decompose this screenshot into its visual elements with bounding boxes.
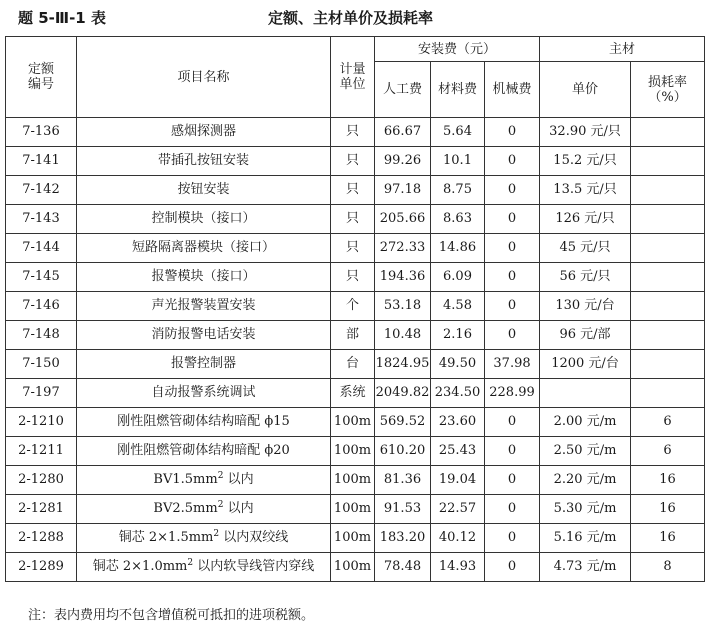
cell-price: 130 元/台 bbox=[540, 292, 631, 321]
cell-material: 234.50 bbox=[431, 379, 485, 408]
cell-code: 7-144 bbox=[6, 234, 77, 263]
cell-name bbox=[77, 437, 331, 466]
cell-material: 10.1 bbox=[431, 147, 485, 176]
cell-price: 56 元/只 bbox=[540, 263, 631, 292]
cell-code: 2-1210 bbox=[6, 408, 77, 437]
cell-unit: 只 bbox=[331, 147, 375, 176]
cell-unit: 100m bbox=[331, 437, 375, 466]
cell-price: 96 元/部 bbox=[540, 321, 631, 350]
cell-loss bbox=[631, 176, 705, 205]
cell-price: 2.20 元/m bbox=[540, 466, 631, 495]
unit-exponent: 2 bbox=[213, 529, 220, 539]
cell-labor: 99.26 bbox=[375, 147, 431, 176]
cell-unit: 只 bbox=[331, 234, 375, 263]
cell-loss bbox=[631, 350, 705, 379]
item-name: 铜芯 2×1.0mm bbox=[92, 559, 188, 574]
cell-unit: 100m bbox=[331, 466, 375, 495]
cell-labor: 205.66 bbox=[375, 205, 431, 234]
cell-price: 15.2 元/只 bbox=[540, 147, 631, 176]
cell-loss bbox=[631, 118, 705, 147]
table-row bbox=[6, 205, 705, 234]
cell-machine: 0 bbox=[485, 553, 540, 582]
cell-name bbox=[77, 321, 331, 350]
cell-loss: 16 bbox=[631, 524, 705, 553]
item-name: BV1.5mm bbox=[153, 472, 218, 487]
cell-machine: 37.98 bbox=[485, 350, 540, 379]
cell-material: 5.64 bbox=[431, 118, 485, 147]
cell-machine: 0 bbox=[485, 118, 540, 147]
cell-code: 2-1211 bbox=[6, 437, 77, 466]
item-name: 感烟探测器 bbox=[170, 124, 236, 139]
cell-name bbox=[77, 524, 331, 553]
cell-name bbox=[77, 495, 331, 524]
cell-labor: 78.48 bbox=[375, 553, 431, 582]
cell-labor: 1824.95 bbox=[375, 350, 431, 379]
cell-name bbox=[77, 147, 331, 176]
cell-name bbox=[77, 263, 331, 292]
item-name-suffix: 以内 bbox=[223, 501, 254, 516]
table-row bbox=[6, 350, 705, 379]
item-name: 报警模块（接口） bbox=[151, 269, 256, 284]
cell-price bbox=[540, 379, 631, 408]
cell-price: 1200 元/台 bbox=[540, 350, 631, 379]
table-caption bbox=[0, 2, 707, 32]
cell-material: 4.58 bbox=[431, 292, 485, 321]
table-row bbox=[6, 176, 705, 205]
cell-price: 2.50 元/m bbox=[540, 437, 631, 466]
cell-material: 2.16 bbox=[431, 321, 485, 350]
cell-labor: 10.48 bbox=[375, 321, 431, 350]
cell-price: 5.16 元/m bbox=[540, 524, 631, 553]
cell-material: 19.04 bbox=[431, 466, 485, 495]
table-number: 题 5-Ⅲ-1 表 bbox=[18, 9, 106, 27]
cell-price: 5.30 元/m bbox=[540, 495, 631, 524]
cell-labor: 81.36 bbox=[375, 466, 431, 495]
cell-code: 7-148 bbox=[6, 321, 77, 350]
cell-labor: 97.18 bbox=[375, 176, 431, 205]
cell-code: 7-141 bbox=[6, 147, 77, 176]
cell-code: 7-145 bbox=[6, 263, 77, 292]
cell-unit: 100m bbox=[331, 408, 375, 437]
cell-material: 8.63 bbox=[431, 205, 485, 234]
cell-labor: 91.53 bbox=[375, 495, 431, 524]
cell-labor: 53.18 bbox=[375, 292, 431, 321]
cell-machine: 228.99 bbox=[485, 379, 540, 408]
table-row bbox=[6, 234, 705, 263]
table-row bbox=[6, 321, 705, 350]
cell-code: 7-197 bbox=[6, 379, 77, 408]
cell-loss bbox=[631, 234, 705, 263]
table-header bbox=[6, 37, 705, 118]
cell-loss: 6 bbox=[631, 437, 705, 466]
cell-name bbox=[77, 408, 331, 437]
table-row bbox=[6, 379, 705, 408]
item-name: 短路隔离器模块（接口） bbox=[131, 240, 275, 255]
cell-name bbox=[77, 466, 331, 495]
cell-labor: 194.36 bbox=[375, 263, 431, 292]
cell-code: 7-150 bbox=[6, 350, 77, 379]
cell-loss: 8 bbox=[631, 553, 705, 582]
cell-machine: 0 bbox=[485, 263, 540, 292]
header-name: 项目名称 bbox=[77, 37, 331, 118]
item-name: 铜芯 2×1.5mm bbox=[118, 530, 214, 545]
cell-unit: 部 bbox=[331, 321, 375, 350]
cell-material: 6.09 bbox=[431, 263, 485, 292]
cell-code: 7-142 bbox=[6, 176, 77, 205]
cell-unit: 只 bbox=[331, 118, 375, 147]
cell-name bbox=[77, 205, 331, 234]
cell-code: 7-143 bbox=[6, 205, 77, 234]
cell-code: 7-146 bbox=[6, 292, 77, 321]
cell-machine: 0 bbox=[485, 437, 540, 466]
cell-machine: 0 bbox=[485, 176, 540, 205]
item-name: BV2.5mm bbox=[153, 501, 218, 516]
item-name: 消防报警电话安装 bbox=[151, 327, 256, 342]
cell-name bbox=[77, 234, 331, 263]
cell-loss bbox=[631, 321, 705, 350]
header-price: 单价 bbox=[540, 62, 631, 118]
cell-unit: 100m bbox=[331, 495, 375, 524]
item-name: 声光报警装置安装 bbox=[151, 298, 256, 313]
table-row bbox=[6, 553, 705, 582]
cell-loss: 6 bbox=[631, 408, 705, 437]
cell-material: 14.93 bbox=[431, 553, 485, 582]
item-name-suffix: 以内软导线管内穿线 bbox=[193, 559, 315, 574]
cell-machine: 0 bbox=[485, 466, 540, 495]
item-name: 刚性阻燃管砌体结构暗配 ϕ20 bbox=[117, 443, 290, 458]
table-title: 定额、主材单价及损耗率 bbox=[268, 9, 434, 27]
cell-name bbox=[77, 350, 331, 379]
cell-name bbox=[77, 118, 331, 147]
cell-labor: 183.20 bbox=[375, 524, 431, 553]
unit-exponent: 2 bbox=[187, 558, 194, 568]
cell-loss bbox=[631, 292, 705, 321]
cell-machine: 0 bbox=[485, 321, 540, 350]
cell-machine: 0 bbox=[485, 147, 540, 176]
table-note: 注：表内费用均不包含增值税可抵扣的进项税额。 bbox=[28, 608, 315, 623]
table-row bbox=[6, 495, 705, 524]
cell-material: 40.12 bbox=[431, 524, 485, 553]
cell-machine: 0 bbox=[485, 524, 540, 553]
cell-unit: 只 bbox=[331, 263, 375, 292]
item-name: 自动报警系统调试 bbox=[151, 385, 256, 400]
table-row bbox=[6, 437, 705, 466]
cell-unit: 只 bbox=[331, 176, 375, 205]
header-machine: 机械费 bbox=[485, 62, 540, 118]
table-body bbox=[6, 118, 705, 582]
item-name-suffix: 以内双绞线 bbox=[219, 530, 289, 545]
cell-machine: 0 bbox=[485, 408, 540, 437]
cell-loss: 16 bbox=[631, 495, 705, 524]
table-row bbox=[6, 263, 705, 292]
header-material: 材料费 bbox=[431, 62, 485, 118]
item-name: 按钮安装 bbox=[177, 182, 230, 197]
cell-machine: 0 bbox=[485, 205, 540, 234]
item-name-suffix: 以内 bbox=[223, 472, 254, 487]
item-name: 报警控制器 bbox=[170, 356, 236, 371]
cell-loss bbox=[631, 379, 705, 408]
cell-name bbox=[77, 553, 331, 582]
table-row bbox=[6, 118, 705, 147]
cell-labor: 610.20 bbox=[375, 437, 431, 466]
cell-unit: 100m bbox=[331, 553, 375, 582]
cell-unit: 100m bbox=[331, 524, 375, 553]
cell-loss bbox=[631, 205, 705, 234]
cell-code: 7-136 bbox=[6, 118, 77, 147]
cell-loss bbox=[631, 263, 705, 292]
unit-exponent: 2 bbox=[217, 500, 224, 510]
cell-price: 126 元/只 bbox=[540, 205, 631, 234]
cell-loss bbox=[631, 147, 705, 176]
cell-unit: 台 bbox=[331, 350, 375, 379]
quota-table bbox=[5, 36, 705, 582]
cell-price: 2.00 元/m bbox=[540, 408, 631, 437]
cell-code: 2-1281 bbox=[6, 495, 77, 524]
unit-exponent: 2 bbox=[217, 471, 224, 481]
header-code: 定额 编号 bbox=[6, 37, 77, 118]
table-row bbox=[6, 292, 705, 321]
cell-name bbox=[77, 379, 331, 408]
cell-price: 4.73 元/m bbox=[540, 553, 631, 582]
cell-price: 45 元/只 bbox=[540, 234, 631, 263]
header-install-fee: 安装费（元） bbox=[375, 37, 540, 62]
item-name: 刚性阻燃管砌体结构暗配 ϕ15 bbox=[117, 414, 290, 429]
table-row bbox=[6, 466, 705, 495]
cell-machine: 0 bbox=[485, 495, 540, 524]
cell-material: 22.57 bbox=[431, 495, 485, 524]
item-name: 控制模块（接口） bbox=[151, 211, 256, 226]
cell-material: 23.60 bbox=[431, 408, 485, 437]
cell-material: 49.50 bbox=[431, 350, 485, 379]
cell-name bbox=[77, 292, 331, 321]
item-name: 带插孔按钮安装 bbox=[157, 153, 249, 168]
cell-price: 32.90 元/只 bbox=[540, 118, 631, 147]
header-unit: 计量 单位 bbox=[331, 37, 375, 118]
cell-labor: 272.33 bbox=[375, 234, 431, 263]
header-loss-rate: 损耗率 （%） bbox=[631, 62, 705, 118]
cell-machine: 0 bbox=[485, 292, 540, 321]
cell-loss: 16 bbox=[631, 466, 705, 495]
cell-unit: 系统 bbox=[331, 379, 375, 408]
cell-unit: 个 bbox=[331, 292, 375, 321]
table-row bbox=[6, 408, 705, 437]
cell-material: 25.43 bbox=[431, 437, 485, 466]
table-row bbox=[6, 147, 705, 176]
cell-code: 2-1280 bbox=[6, 466, 77, 495]
cell-name bbox=[77, 176, 331, 205]
cell-unit: 只 bbox=[331, 205, 375, 234]
header-main-material: 主材 bbox=[540, 37, 705, 62]
cell-code: 2-1288 bbox=[6, 524, 77, 553]
cell-machine: 0 bbox=[485, 234, 540, 263]
header-labor: 人工费 bbox=[375, 62, 431, 118]
cell-code: 2-1289 bbox=[6, 553, 77, 582]
cell-price: 13.5 元/只 bbox=[540, 176, 631, 205]
cell-labor: 569.52 bbox=[375, 408, 431, 437]
cell-labor: 66.67 bbox=[375, 118, 431, 147]
cell-labor: 2049.82 bbox=[375, 379, 431, 408]
cell-material: 8.75 bbox=[431, 176, 485, 205]
cell-material: 14.86 bbox=[431, 234, 485, 263]
table-row bbox=[6, 524, 705, 553]
